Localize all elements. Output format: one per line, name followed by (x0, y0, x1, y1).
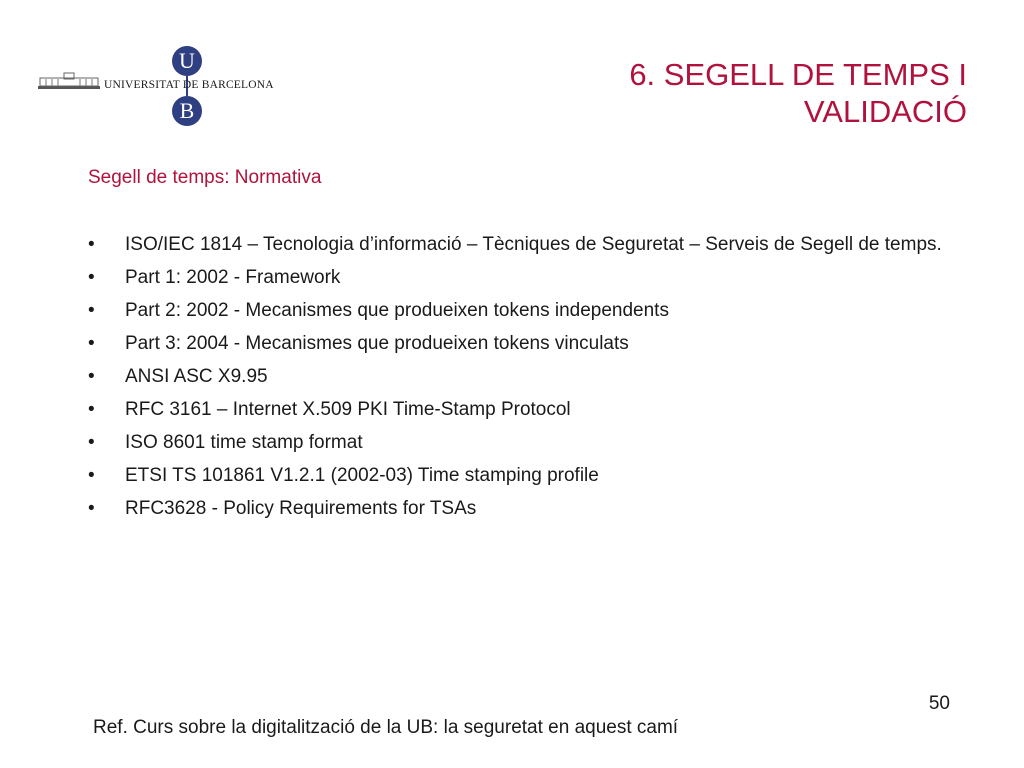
list-item-text: Part 2: 2002 - Mecanismes que produeixen tokens independents (125, 300, 669, 321)
bullet-icon: • (88, 498, 95, 519)
list-item (88, 495, 948, 522)
bullet-icon: • (88, 366, 95, 387)
bullet-list (88, 231, 948, 528)
list-item-text: ANSI ASC X9.95 (125, 366, 268, 387)
list-item (88, 429, 948, 456)
bullet-icon: • (88, 432, 95, 453)
list-item-text: Part 3: 2004 - Mecanismes que produeixen tokens vinculats (125, 333, 629, 354)
list-item (88, 231, 948, 258)
footer-reference: Ref. Curs sobre la digitalització de la UB: la seguretat en aquest camí (93, 717, 679, 738)
list-item (88, 363, 948, 390)
crest-letter-u: U (172, 46, 202, 76)
building-icon (38, 72, 100, 92)
bullet-icon: • (88, 465, 95, 486)
list-item (88, 396, 948, 423)
list-item-text: RFC 3161 – Internet X.509 PKI Time-Stamp Protocol (125, 399, 571, 420)
list-item-text: Part 1: 2002 - Framework (125, 267, 341, 288)
bullet-icon: • (88, 399, 95, 420)
list-item (88, 330, 948, 357)
logo-institution-name: UNIVERSITAT DE BARCELONA (104, 79, 274, 91)
bullet-icon: • (88, 234, 95, 255)
list-item (88, 264, 948, 291)
slide-subtitle: Segell de temps: Normativa (88, 167, 322, 188)
crest-letter-b: B (172, 96, 202, 126)
bullet-icon: • (88, 333, 95, 354)
title-line-1: 6. SEGELL DE TEMPS I (629, 57, 967, 92)
list-item-text: RFC3628 - Policy Requirements for TSAs (125, 498, 477, 519)
list-item-text: ISO 8601 time stamp format (125, 432, 363, 453)
bullet-icon: • (88, 267, 95, 288)
slide-title (447, 56, 967, 130)
page-number: 50 (928, 693, 950, 714)
list-item (88, 462, 948, 489)
list-item (88, 297, 948, 324)
university-logo (38, 44, 278, 130)
list-item-text: ISO/IEC 1814 – Tecnologia d’informació – Tècniques de Seguretat – Serveis de Segell de temps. (125, 234, 942, 255)
title-line-2: VALIDACIÓ (803, 94, 967, 129)
bullet-icon: • (88, 300, 95, 321)
list-item-text: ETSI TS 101861 V1.2.1 (2002-03) Time stamping profile (125, 465, 599, 486)
